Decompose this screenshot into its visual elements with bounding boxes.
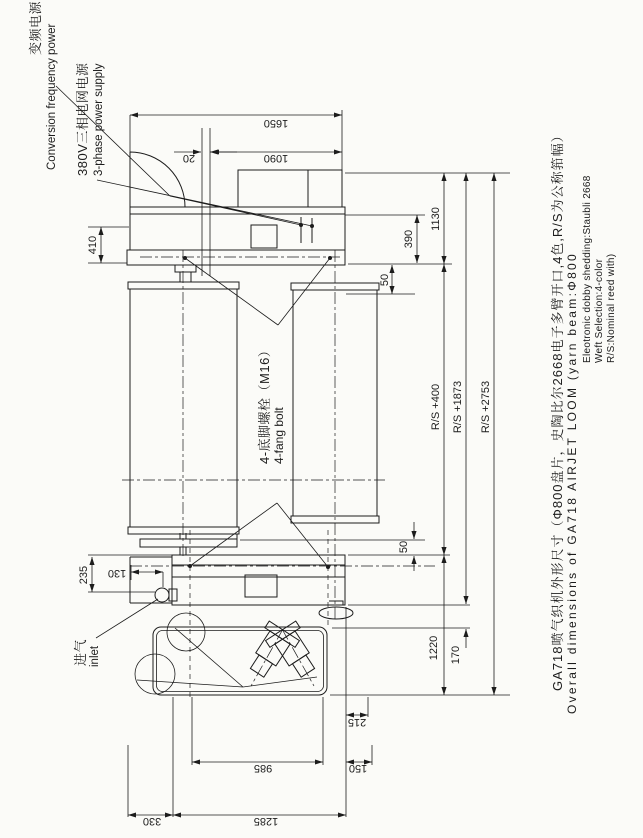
lower-unit-outline — [130, 533, 353, 695]
dim-1220-label: 1220 — [428, 635, 440, 661]
foot-bolt-4 — [326, 565, 330, 569]
foot-bolt-1 — [183, 256, 187, 260]
guide-lines — [137, 628, 317, 687]
front-body — [130, 555, 345, 605]
inlet-stub — [169, 589, 177, 601]
dim-1090-label: 1090 — [263, 152, 289, 164]
inlet-label-cn: 进气 — [73, 638, 88, 666]
dim-235-label: 235 — [78, 565, 90, 585]
door-arc — [130, 152, 185, 207]
dim-50-bottom-label: 50 — [398, 540, 410, 554]
power-entry-ticks — [301, 217, 312, 243]
power2-label-cn: 380V三相电网电源 — [75, 62, 90, 176]
dim-390-label: 390 — [403, 229, 415, 249]
foot-bolt-label-en: 4-fang bolt — [272, 407, 286, 464]
dim-rs2753-label: R/S +2753 — [480, 380, 492, 434]
dim-410-label: 410 — [87, 235, 99, 255]
caption-title-cn: GA718喷气织机外形尺寸（Φ800盘片，史陶比尔2668电子多臂开口,4色,R/S为公称筘幅） — [550, 128, 565, 691]
inlet-label-en: inlet — [89, 645, 101, 667]
dim-985-label: 985 — [253, 762, 273, 774]
feeder-drum-2 — [135, 654, 175, 694]
dim-rs1873-label: R/S +1873 — [452, 380, 464, 434]
power-point-2 — [310, 224, 314, 228]
dim-20-label: 20 — [182, 152, 196, 164]
beam-cylinders — [128, 282, 379, 534]
top-unit-outline — [127, 152, 345, 282]
breast-strip — [140, 533, 237, 555]
dim-1650-label: 1650 — [263, 117, 289, 129]
dim-150-label: 150 — [348, 762, 368, 774]
dim-1285-label: 1285 — [253, 815, 279, 827]
dim-170-label: 170 — [450, 645, 462, 665]
small-box-top — [251, 225, 277, 248]
foot-pad-oval — [319, 607, 353, 619]
dim-215-label: 215 — [347, 716, 367, 728]
power1-label-en: Conversion frequency power — [46, 23, 58, 170]
dim-1130-label: 1130 — [430, 207, 442, 231]
electric-box — [238, 170, 342, 207]
caption-reed: R/S:Nominal reed with) — [606, 253, 617, 363]
power1-label-cn: 变频电源 — [28, 0, 43, 55]
shaft-bracket — [175, 265, 196, 282]
warp-beam — [128, 282, 239, 534]
power-point-1 — [299, 223, 303, 227]
foot-bolt-3 — [188, 564, 192, 568]
dimension-labels — [78, 117, 492, 827]
feeder-drum-1 — [167, 613, 205, 651]
foot-pad-stem — [329, 601, 343, 605]
foot-bolt-2 — [328, 256, 332, 260]
dim-130-label: 130 — [107, 567, 127, 579]
caption-weft: Weft Selection:4-color — [594, 258, 605, 363]
foot-bolt-label-cn: 4-底脚螺栓（M16） — [257, 343, 272, 464]
rear-beam-bar — [130, 207, 345, 250]
caption-dobby: Eleotronic dobby shedding:Staubli 2668 — [582, 175, 593, 363]
caption-title-en: Overall dimensions of GA718 AIRJET LOOM (yarn beam:Φ800 — [565, 252, 579, 714]
dim-330-label: 330 — [142, 815, 162, 827]
base-plate-top — [127, 250, 345, 265]
extension-lines — [88, 110, 510, 817]
caption-block — [550, 128, 617, 714]
dim-50-top-label: 50 — [379, 273, 391, 287]
annotations — [28, 0, 289, 667]
power2-label-en: 3-phase power supply — [93, 63, 105, 176]
dim-rs400-label: R/S +400 — [430, 383, 442, 431]
